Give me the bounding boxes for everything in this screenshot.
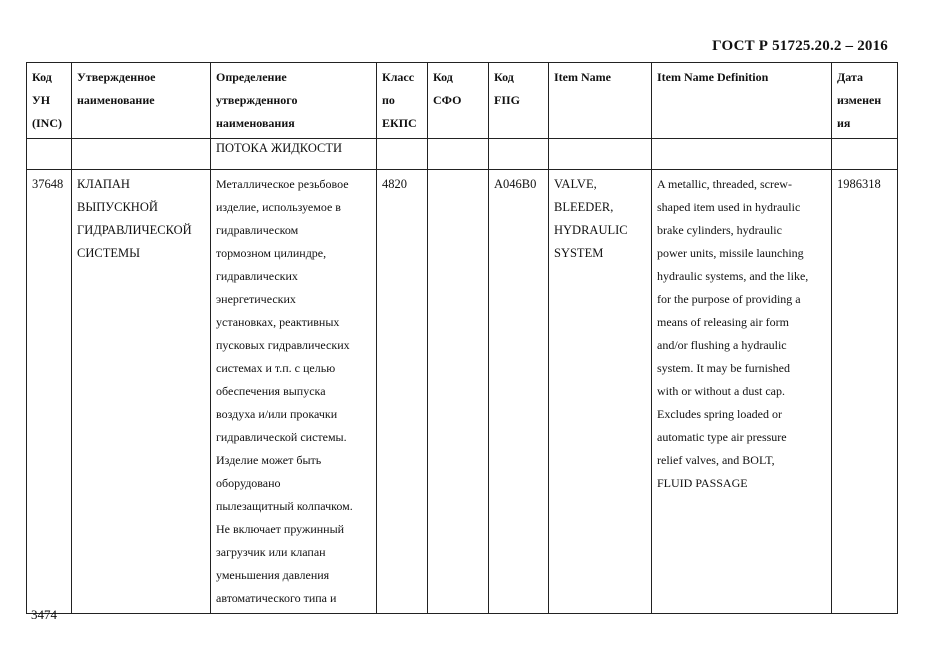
document-code: ГОСТ Р 51725.20.2 – 2016	[712, 38, 888, 54]
cell-empty	[377, 139, 428, 170]
header-sfo: Код СФО	[428, 63, 489, 139]
header-fiig: Код FIIG	[489, 63, 549, 139]
header-approved-name: Утвержденное наименование	[72, 63, 211, 139]
table-header-row	[27, 63, 898, 139]
cell-empty	[549, 139, 652, 170]
cell-empty	[428, 139, 489, 170]
header-date: Дата изменен ия	[832, 63, 898, 139]
cell-definition-ru: Металлическое резьбовое изделие, используемое в гидравлическом тормозном цилиндре, гидравлических энергетических установках, реактивных пусковых гидравлических системах и т.п. с целью обеспечения выпуска воздуха и/или прокачки гидравлической системы. Изделие может быть оборудовано пылезащитный колпачком. Не включает пружинный загрузчик или клапан уменьшения давления автоматического типа и	[211, 170, 377, 614]
cell-date: 1986318	[832, 170, 898, 614]
header-inc: Код УН (INC)	[27, 63, 72, 139]
cell-definition-continuation: ПОТОКА ЖИДКОСТИ	[211, 139, 377, 170]
cell-sfo	[428, 170, 489, 614]
cell-empty	[832, 139, 898, 170]
cell-item-name-definition: A metallic, threaded, screw- shaped item used in hydraulic brake cylinders, hydraulic power units, missile launching hydraulic systems, and the like, for the purpose of providing a means of releasing air form and/or flushing a hydraulic system. It may be furnished with or without a dust cap. Excludes spring loaded or automatic type air pressure relief valves, and BOLT, FLUID PASSAGE	[652, 170, 832, 614]
header-definition-ru: Определение утвержденного наименования	[211, 63, 377, 139]
cell-approved-name: КЛАПАН ВЫПУСКНОЙ ГИДРАВЛИЧЕСКОЙ СИСТЕМЫ	[72, 170, 211, 614]
cell-empty	[652, 139, 832, 170]
cell-empty	[489, 139, 549, 170]
cell-empty	[72, 139, 211, 170]
cell-fiig: A046B0	[489, 170, 549, 614]
catalog-table	[26, 62, 898, 614]
cell-empty	[27, 139, 72, 170]
cell-item-name: VALVE, BLEEDER, HYDRAULIC SYSTEM	[549, 170, 652, 614]
cell-class: 4820	[377, 170, 428, 614]
continuation-row	[27, 139, 898, 170]
table-row	[27, 170, 898, 614]
header-class: Класс по ЕКПС	[377, 63, 428, 139]
cell-inc: 37648	[27, 170, 72, 614]
page-number: 3474	[31, 607, 57, 622]
header-item-name-definition: Item Name Definition	[652, 63, 832, 139]
header-item-name: Item Name	[549, 63, 652, 139]
